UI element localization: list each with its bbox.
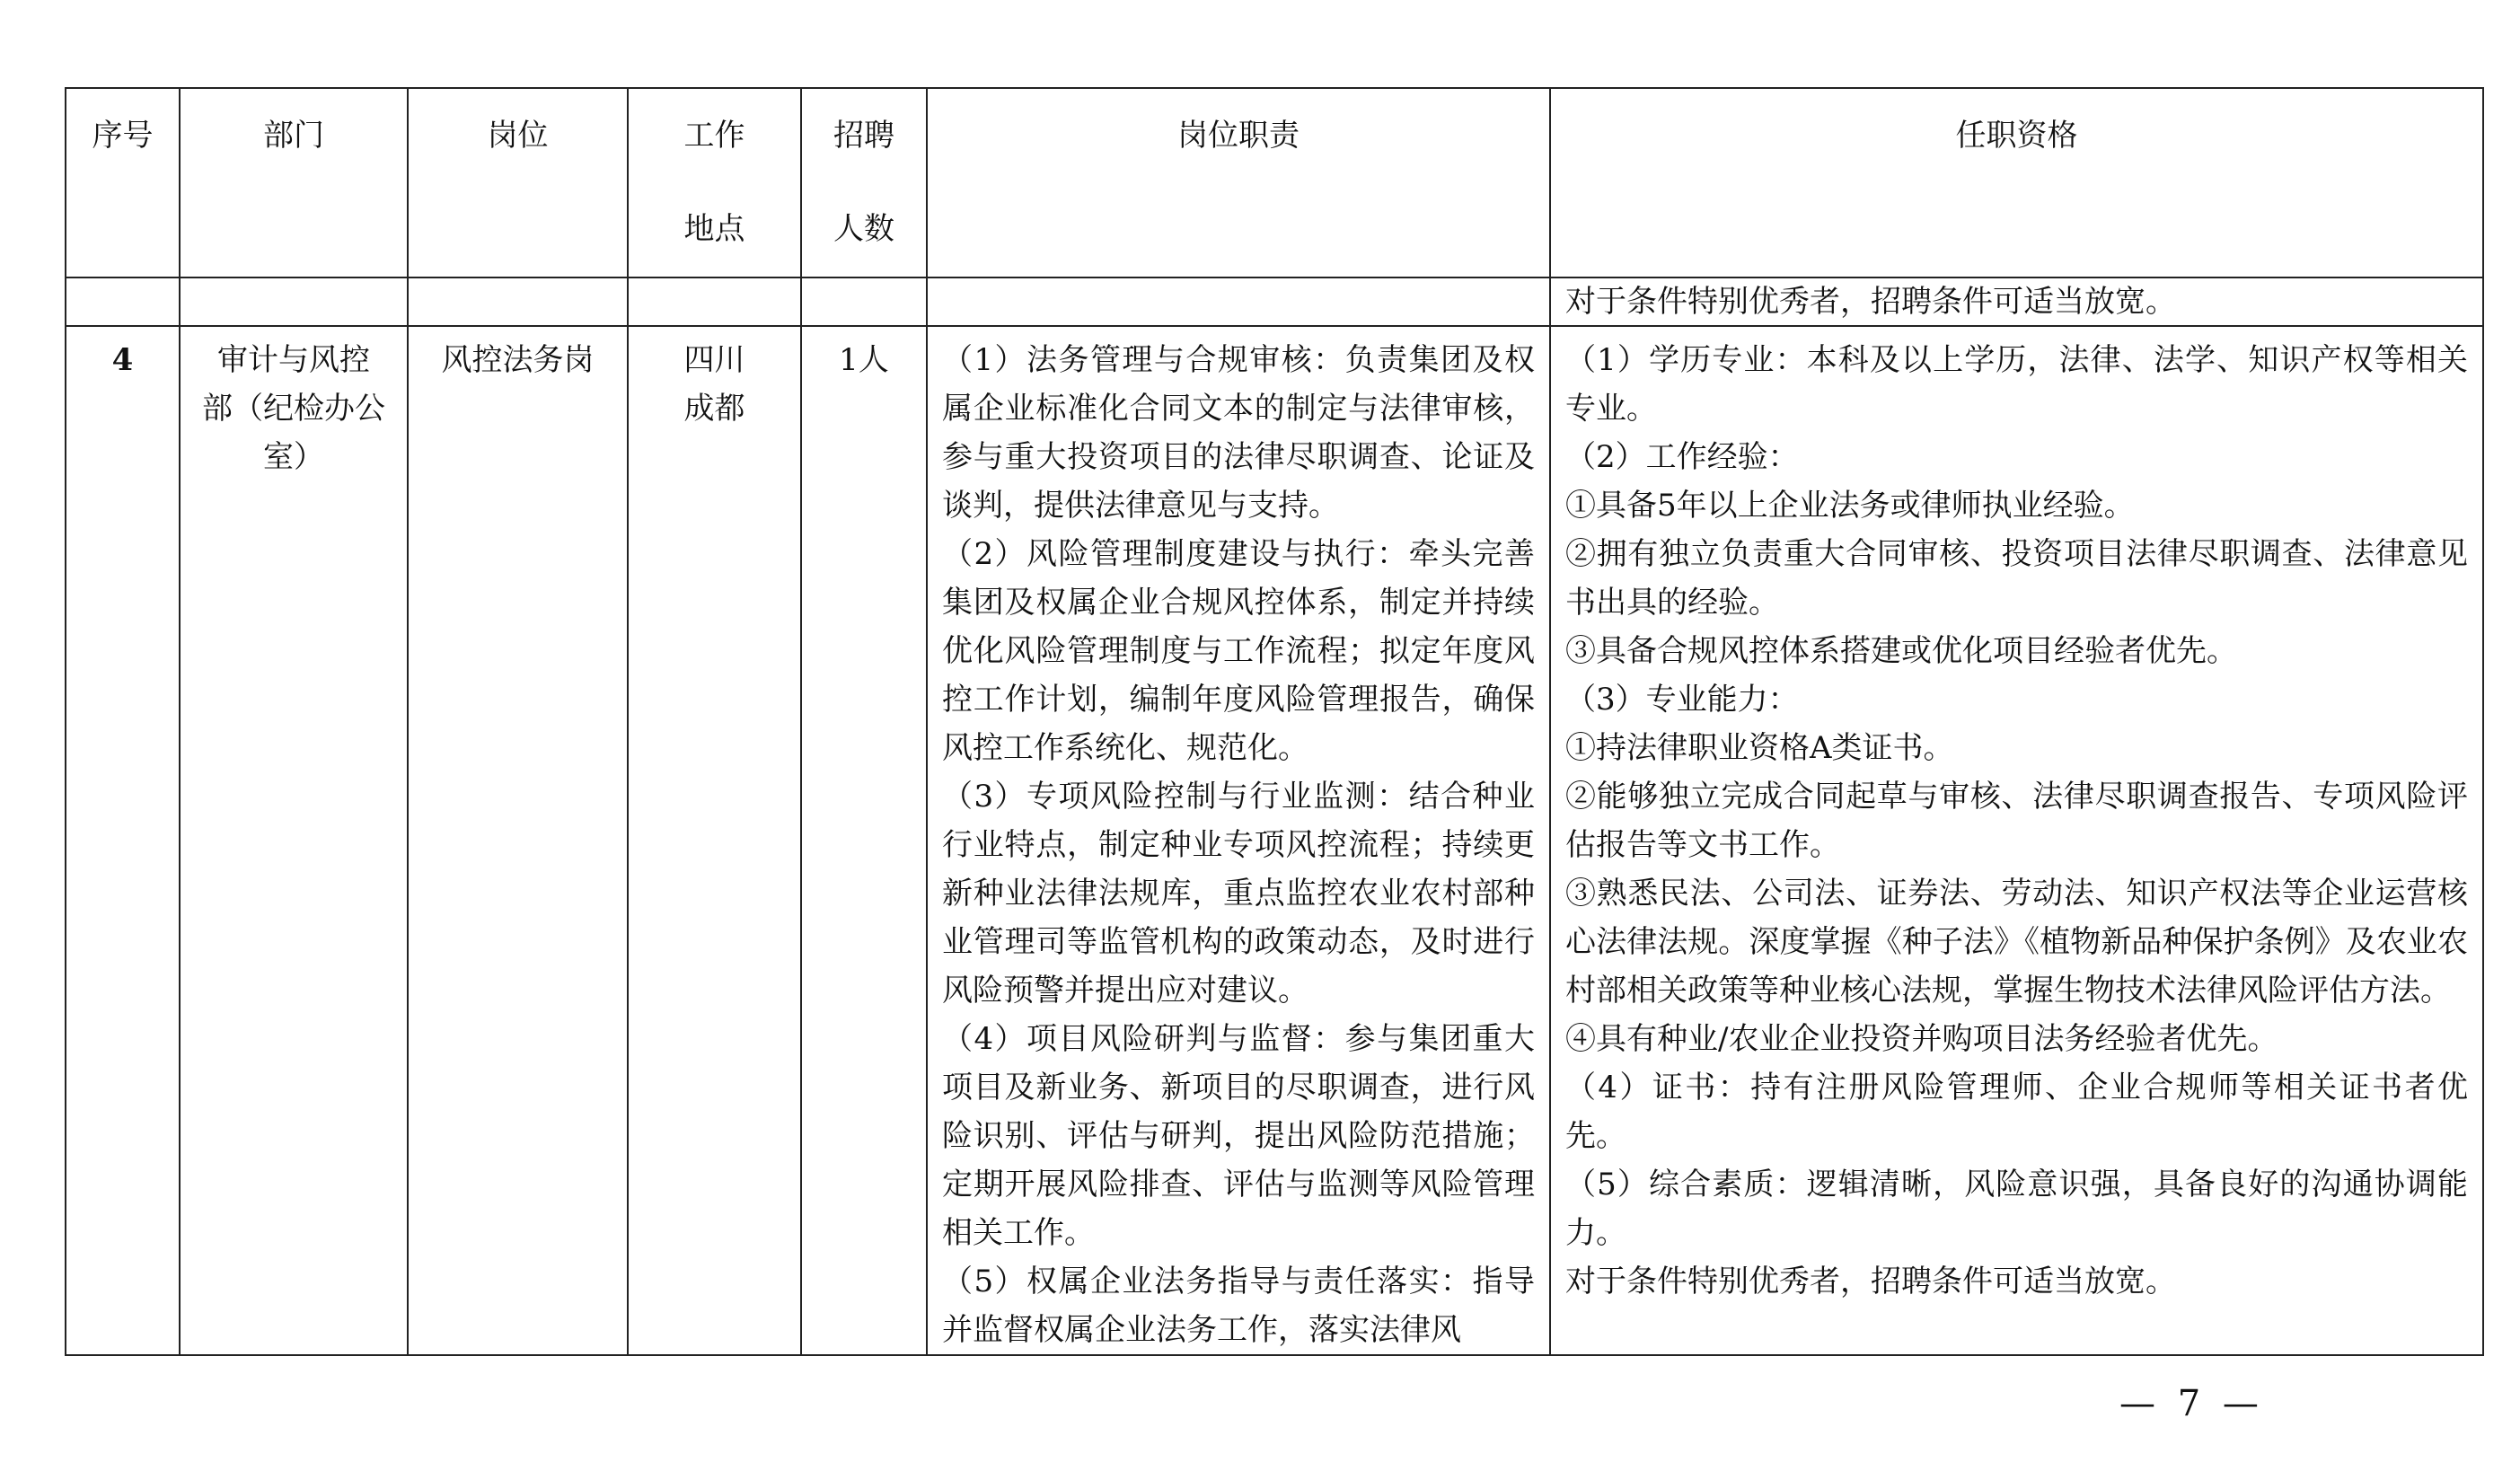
carry-empty-count — [801, 277, 927, 326]
qualification-item-13: 对于条件特别优秀者，招聘条件可适当放宽。 — [1565, 1264, 2176, 1299]
qualification-item-12: （5）综合素质：逻辑清晰，风险意识强，具备良好的沟通协调能力。 — [1565, 1167, 2468, 1251]
row-count: 1人 — [801, 326, 927, 1355]
qualification-item-5: ③具备合规风控体系搭建或优化项目经验者优先。 — [1565, 633, 2237, 669]
qualification-item-6: （3）专业能力： — [1565, 682, 1799, 718]
header-count-line-1: 招聘 — [833, 118, 894, 154]
row-position: 风控法务岗 — [408, 326, 628, 1355]
header-qualifications-label: 任职资格 — [1955, 118, 2078, 154]
row-seq: 4 — [66, 326, 180, 1355]
row-department-line-3: 室） — [263, 439, 324, 475]
carry-empty-location — [628, 277, 801, 326]
header-position-label: 岗位 — [487, 118, 549, 154]
qualification-item-2: （2）工作经验： — [1565, 439, 1799, 475]
duty-item-3: （3）专项风险控制与行业监测：结合种业行业特点，制定种业专项风控流程；持续更新种业法律法规库，重点监控农业农村部种业管理司等监管机构的政策动态，及时进行风险预警并提出应对建议。 — [942, 779, 1535, 1008]
header-duties — [927, 88, 1550, 277]
page-number: — 7 — — [2119, 1383, 2264, 1424]
qualification-item-8: ②能够独立完成合同起草与审核、法律尽职调查报告、专项风险评估报告等文书工作。 — [1565, 779, 2468, 863]
qualification-item-4: ②拥有独立负责重大合同审核、投资项目法律尽职调查、法律意见书出具的经验。 — [1565, 536, 2468, 621]
row-duties — [927, 326, 1550, 1355]
carry-empty-duties — [927, 277, 1550, 326]
qualification-item-9: ③熟悉民法、公司法、证券法、劳动法、知识产权法等企业运营核心法律法规。深度掌握《种子法》《植物新品种保护条例》及农业农村部相关政策等种业核心法规，掌握生物技术法律风险评估方法。 — [1565, 876, 2468, 1008]
header-seq — [66, 88, 180, 277]
table-row — [66, 326, 2483, 1355]
qualification-item-1: （1）学历专业：本科及以上学历，法律、法学、知识产权等相关专业。 — [1565, 342, 2468, 427]
row-department — [180, 326, 408, 1355]
row-location-line-1: 四川 — [683, 342, 745, 378]
duty-item-5: （5）权属企业法务指导与责任落实：指导并监督权属企业法务工作，落实法律风 — [942, 1264, 1535, 1348]
carry-empty-dept — [180, 277, 408, 326]
row-qualifications — [1550, 326, 2483, 1355]
header-qualifications — [1550, 88, 2483, 277]
row-location-line-2: 成都 — [683, 391, 745, 427]
recruitment-table — [65, 87, 2484, 1356]
qualification-item-7: ①持法律职业资格A类证书。 — [1565, 730, 1954, 766]
carry-over-text: 对于条件特别优秀者，招聘条件可适当放宽。 — [1565, 284, 2176, 320]
row-department-line-2: 部（纪检办公 — [202, 391, 385, 427]
qualification-item-10: ④具有种业/农业企业投资并购项目法务经验者优先。 — [1565, 1021, 2278, 1057]
carry-empty-position — [408, 277, 628, 326]
duty-item-2: （2）风险管理制度建设与执行：牵头完善集团及权属企业合规风控体系，制定并持续优化风险管理制度与工作流程；拟定年度风控工作计划，编制年度风险管理报告，确保风控工作系统化、规范化。 — [942, 536, 1535, 766]
header-department — [180, 88, 408, 277]
header-location-line-2: 地点 — [683, 211, 745, 247]
duty-item-1: （1）法务管理与合规审核：负责集团及权属企业标准化合同文本的制定与法律审核，参与重大投资项目的法律尽职调查、论证及谈判，提供法律意见与支持。 — [942, 342, 1535, 524]
header-seq-label: 序号 — [92, 118, 154, 154]
header-location — [628, 88, 801, 277]
header-department-label: 部门 — [263, 118, 324, 154]
carry-empty-seq — [66, 277, 180, 326]
carry-over-row — [66, 277, 2483, 326]
header-count-line-2: 人数 — [833, 211, 894, 247]
header-row — [66, 88, 2483, 277]
row-department-line-1: 审计与风控 — [217, 342, 370, 378]
qualification-item-3: ①具备5年以上企业法务或律师执业经验。 — [1565, 488, 2135, 524]
header-position — [408, 88, 628, 277]
row-location — [628, 326, 801, 1355]
qualification-item-11: （4）证书：持有注册风险管理师、企业合规师等相关证书者优先。 — [1565, 1070, 2468, 1154]
header-count — [801, 88, 927, 277]
carry-over-qualification — [1550, 277, 2483, 326]
header-duties-label: 岗位职责 — [1177, 118, 1300, 154]
header-location-line-1: 工作 — [683, 118, 745, 154]
duty-item-4: （4）项目风险研判与监督：参与集团重大项目及新业务、新项目的尽职调查，进行风险识别、评估与研判，提出风险防范措施；定期开展风险排查、评估与监测等风险管理相关工作。 — [942, 1021, 1535, 1251]
